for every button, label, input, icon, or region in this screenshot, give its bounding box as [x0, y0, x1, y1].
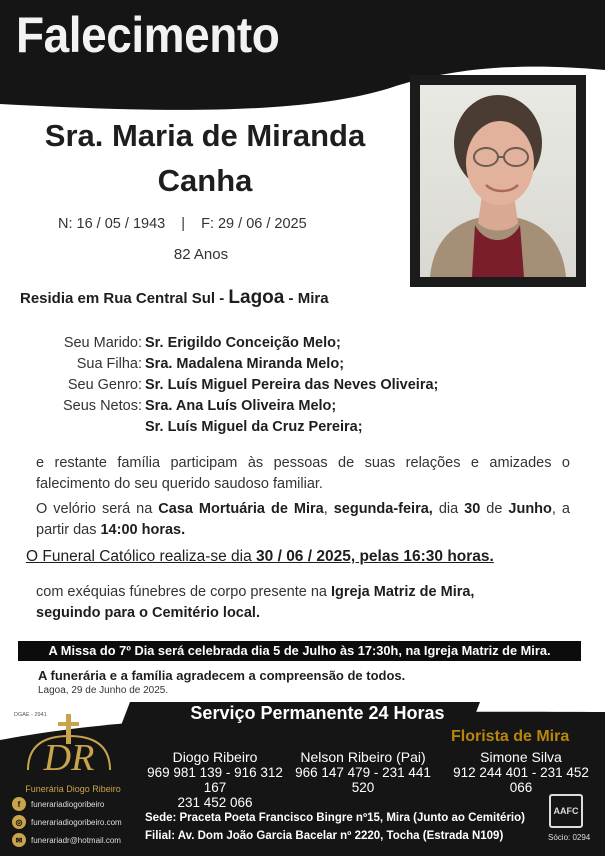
residence-prefix: Residia em Rua Central Sul - — [20, 290, 225, 307]
address-sede: Sede: Praceta Poeta Francisco Bingre nº15, Mira (Junto ao Cemitério) — [145, 812, 525, 824]
family-row — [28, 375, 438, 396]
residence — [20, 287, 329, 309]
family-role: Seus Netos: — [63, 398, 142, 414]
family-member: Sr. Erigildo Conceição Melo; — [145, 335, 341, 351]
age: 82 Anos — [173, 246, 229, 263]
email-address: funerariadr@hotmail.com — [31, 835, 121, 845]
florista-label: Florista de Mira — [451, 728, 570, 745]
contact-phones: 912 244 401 - 231 452 066 — [453, 765, 589, 795]
wake-place: Casa Mortuária de Mira — [158, 501, 324, 517]
family-role: Seu Marido: — [63, 335, 142, 351]
wake-t3: dia — [432, 501, 465, 517]
family-row — [28, 417, 438, 438]
service-banner: Serviço Permanente 24 Horas — [190, 703, 445, 723]
deceased-photo-frame — [410, 75, 586, 287]
contact-name: Diogo Ribeiro — [172, 749, 258, 765]
facebook-handle: funerariadiogoribeiro — [31, 799, 105, 809]
contact-phones: 969 981 139 - 916 312 167 — [147, 765, 283, 795]
address-filial: Filial: Av. Dom João Garcia Bacelar nº 2220, Tocha (Estrada N109) — [145, 830, 504, 842]
page-title: Falecimento — [16, 7, 280, 63]
exequias-t2: seguindo para o Cemitério local. — [36, 605, 260, 621]
social-web[interactable] — [12, 815, 122, 829]
dgae-code: DGAE - 2941 — [14, 712, 47, 718]
deceased-name-line1: Sra. Maria de Miranda — [44, 118, 366, 153]
announcement-text: e restante família participam às pessoas de suas relações e amizades o falecimento do seu querido saudoso familiar. — [36, 455, 570, 492]
thanks-text: A funerária e a família agradecem a compreensão de todos. — [38, 668, 406, 683]
funeral-t1: O Funeral Católico realiza-se dia — [26, 548, 257, 565]
family-member: Sra. Madalena Miranda Melo; — [145, 356, 345, 372]
residence-place: Lagoa — [228, 287, 285, 308]
mail-icon: ✉ — [12, 833, 26, 847]
contact-phones: 966 147 479 - 231 441 520 — [295, 765, 431, 795]
social-email[interactable] — [12, 833, 121, 847]
aafc-badge: AAFC — [549, 794, 583, 828]
wake-t4: de — [480, 501, 509, 517]
family-row — [28, 354, 438, 375]
funeral-text — [26, 548, 494, 566]
death-date: F: 29 / 06 / 2025 — [201, 216, 307, 232]
wake-time: 14:00 horas. — [100, 522, 186, 538]
missa-banner: A Missa do 7º Dia será celebrada dia 5 de Julho às 17:30h, na Igreja Matriz de Mira. — [18, 641, 581, 661]
contact-diogo — [140, 750, 290, 810]
date-separator: | — [181, 216, 186, 232]
logo-text: DR — [43, 737, 95, 779]
contact-name: Simone Silva — [480, 749, 562, 765]
life-dates — [58, 216, 307, 232]
funeral-home-logo — [14, 712, 124, 794]
socio-number: Sócio: 0294 — [548, 833, 591, 842]
globe-icon: ◎ — [12, 815, 26, 829]
contact-phones-2: 231 452 066 — [177, 795, 253, 810]
wake-month: Junho — [508, 501, 552, 517]
family-role: Seu Genro: — [67, 377, 142, 393]
family-role — [28, 417, 145, 438]
family-member: Sr. Luís Miguel Pereira das Neves Oliveira; — [145, 377, 439, 393]
contact-name: Nelson Ribeiro (Pai) — [300, 749, 426, 765]
deceased-photo — [420, 85, 576, 277]
birth-date: N: 16 / 05 / 1943 — [58, 216, 166, 232]
family-member: Sr. Luís Miguel da Cruz Pereira; — [145, 419, 363, 435]
logo-subtitle: Funerária Diogo Ribeiro — [25, 784, 121, 794]
family-list — [28, 333, 438, 438]
wake-text — [36, 499, 570, 541]
family-role: Sua Filha: — [76, 356, 142, 372]
social-facebook[interactable] — [12, 797, 104, 811]
contact-nelson — [288, 750, 438, 795]
facebook-icon: f — [12, 797, 26, 811]
family-member: Sra. Ana Luís Oliveira Melo; — [145, 398, 337, 414]
exequias-t1: com exéquias fúnebres de corpo presente na — [36, 584, 332, 600]
place-date: Lagoa, 29 de Junho de 2025. — [38, 685, 169, 696]
funeral-when: 30 / 06 / 2025, pelas 16:30 horas. — [256, 548, 494, 565]
wake-date: 30 — [464, 501, 481, 517]
wake-t1: O velório será na — [36, 501, 159, 517]
website: funerariadiogoribeiro.com — [31, 817, 122, 827]
family-row — [28, 396, 438, 417]
family-row — [28, 333, 438, 354]
contact-simone — [446, 750, 596, 795]
residence-suffix: - Mira — [288, 290, 329, 307]
exequias-text — [36, 582, 570, 624]
exequias-church: Igreja Matriz de Mira, — [331, 584, 475, 600]
wake-t5: , a partir das — [36, 501, 570, 538]
wake-t2: , — [323, 501, 334, 517]
deceased-name-line2: Canha — [157, 163, 253, 198]
wake-day: segunda-feira, — [333, 501, 433, 517]
